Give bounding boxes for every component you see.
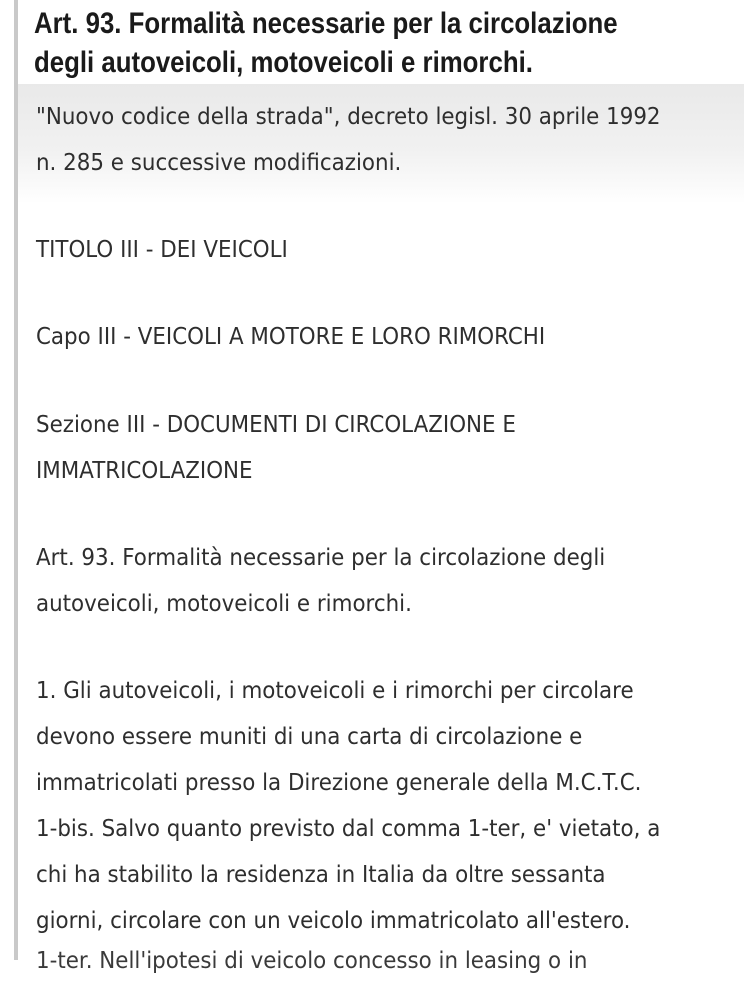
comma-1ter-partial [36,938,687,984]
comma-1bis-line-1: 1-bis. Salvo quanto previsto dal comma 1-ter, e' vietato, a [36,816,661,842]
comma-1bis-line-3: giorni, circolare con un veicolo immatricolato all'estero. [36,908,631,934]
article-heading [34,4,636,82]
comma-1ter-line-1: 1-ter. Nell'ipotesi di veicolo concesso in leasing o in [36,948,588,974]
comma-1bis-paragraph [36,806,687,944]
capo-text: Capo III - VEICOLI A MOTORE E LORO RIMORCHI [36,324,546,350]
article-title-line-1: Art. 93. Formalità necessarie per la circolazione degli [36,545,606,571]
titolo-heading [36,227,687,273]
titolo-text: TITOLO III - DEI VEICOLI [36,237,288,263]
sezione-heading [36,402,687,494]
sezione-line-1: Sezione III - DOCUMENTI DI CIRCOLAZIONE E [36,412,516,438]
comma-1-paragraph [36,668,687,806]
comma-1-line-3: immatricolati presso la Direzione generale della M.C.T.C. [36,770,642,796]
article-heading-line-2: degli autoveicoli, motoveicoli e rimorchi. [34,46,533,79]
source-citation [36,94,687,186]
comma-1bis-line-2: chi ha stabilito la residenza in Italia da oltre sessanta [36,862,606,888]
article-title-line-2: autoveicoli, motoveicoli e rimorchi. [36,591,412,617]
comma-1-line-2: devono essere muniti di una carta di circolazione e [36,724,583,750]
comma-1-line-1: 1. Gli autoveicoli, i motoveicoli e i rimorchi per circolare [36,678,634,704]
article-heading-line-1: Art. 93. Formalità necessarie per la circolazione [34,7,618,40]
source-citation-line-1: "Nuovo codice della strada", decreto legisl. 30 aprile 1992 [36,104,661,130]
capo-heading [36,314,687,360]
sezione-line-2: IMMATRICOLAZIONE [36,458,253,484]
source-citation-line-2: n. 285 e successive modificazioni. [36,150,402,176]
article-title-repeat [36,535,687,627]
